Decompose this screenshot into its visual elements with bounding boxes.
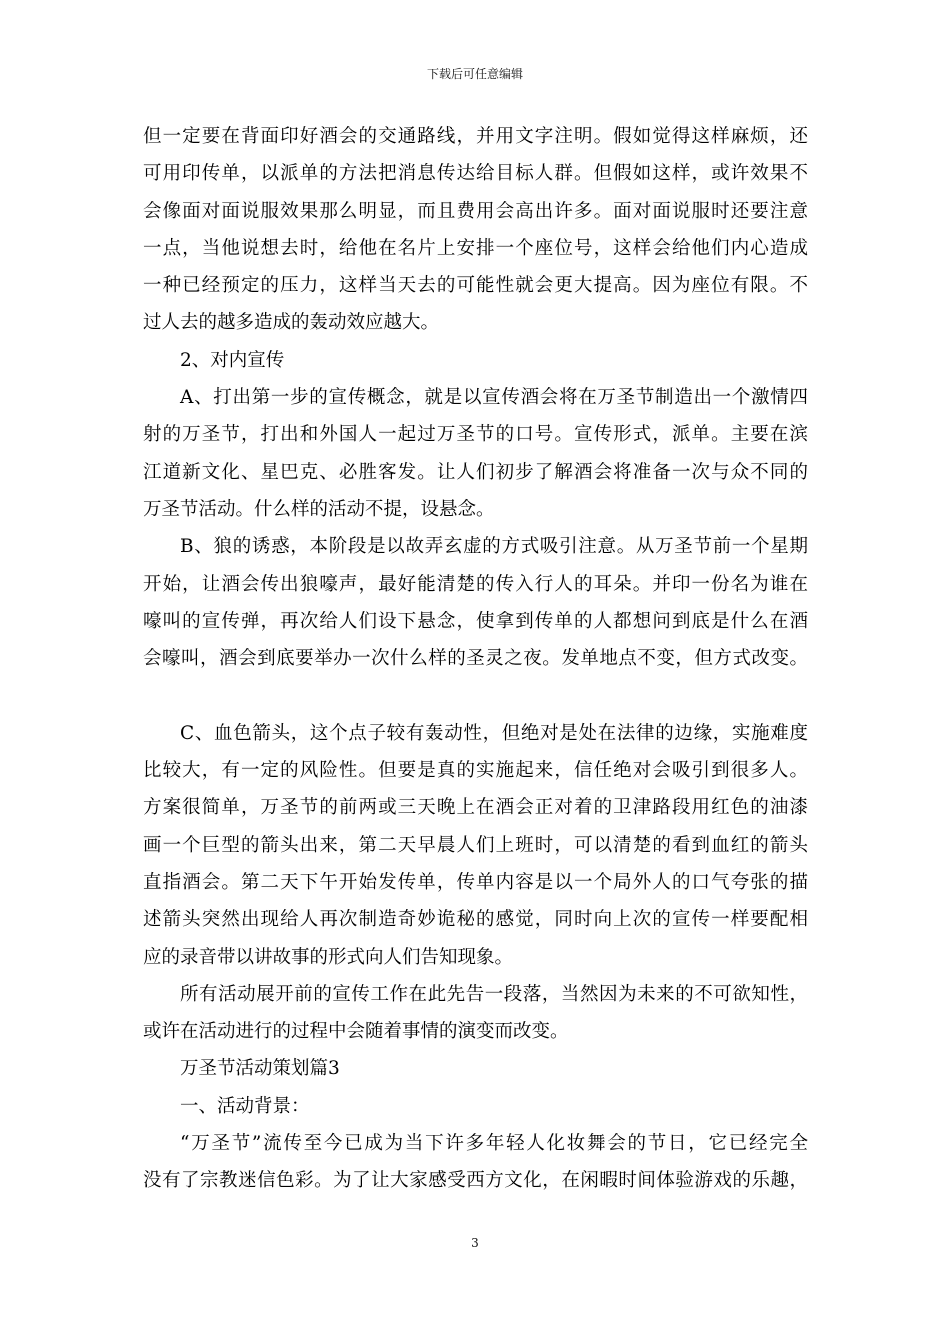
text-line: 嚎叫的宣传弹，再次给人们设下悬念，使拿到传单的人都想问到底是什么在酒: [143, 610, 808, 632]
text-line: 江道新文化、星巴克、必胜客发。让人们初步了解酒会将准备一次与众不同的: [143, 461, 808, 483]
paragraph-gap: [143, 677, 808, 714]
text-line: C、血色箭头，这个点子较有轰动性，但绝对是处在法律的边缘，实施难度: [180, 722, 808, 744]
section-heading: 2、对内宣传: [180, 349, 285, 371]
text-line: 画一个巨型的箭头出来，第二天早晨人们上班时，可以清楚的看到血红的箭头: [143, 834, 808, 856]
text-line: 但一定要在背面印好酒会的交通路线，并用文字注明。假如觉得这样麻烦，还: [143, 126, 808, 147]
section-heading: 一、活动背景：: [180, 1095, 310, 1117]
text-line: 没有了宗教迷信色彩。为了让大家感受西方文化，在闲暇时间体验游戏的乐趣，: [143, 1170, 808, 1192]
text-line: B、狼的诱惑，本阶段是以故弄玄虚的方式吸引注意。从万圣节前一个星期: [180, 536, 808, 558]
text-line: 述箭头突然出现给人再次制造奇妙诡秘的感觉，同时向上次的宣传一样要配相: [143, 909, 808, 931]
text-line: 万圣节活动。什么样的活动不提，设悬念。: [143, 498, 495, 520]
text-line: 一点，当他说想去时，给他在名片上安排一个座位号，这样会给他们内心造成: [143, 237, 808, 259]
text-line: 直指酒会。第二天下午开始发传单，传单内容是以一个局外人的口气夸张的描: [143, 871, 808, 893]
text-line: 会嚎叫，酒会到底要举办一次什么样的圣灵之夜。发单地点不变，但方式改变。: [143, 648, 808, 670]
text-line: 方案很简单，万圣节的前两或三天晚上在酒会正对着的卫津路段用红色的油漆: [143, 797, 808, 819]
body-text: [143, 118, 808, 1200]
page-header: 下载后可任意编辑: [426, 67, 523, 81]
text-line: 应的录音带以讲故事的形式向人们告知现象。: [143, 946, 514, 968]
text-line: 一种已经预定的压力，这样当天去的可能性就会更大提高。因为座位有限。不: [143, 275, 808, 297]
text-line: 可用印传单，以派单的方法把消息传达给目标人群。但假如这样，或许效果不: [143, 163, 808, 185]
text-line: 射的万圣节，打出和外国人一起过万圣节的口号。宣传形式，派单。主要在滨: [143, 424, 808, 446]
text-line: “万圣节”流传至今已成为当下许多年轻人化妆舞会的节日，它已经完全: [180, 1133, 808, 1155]
text-line: 开始，让酒会传出狼嚎声，最好能清楚的传入行人的耳朵。并印一份名为谁在: [143, 573, 808, 595]
text-line: 比较大，有一定的风险性。但要是真的实施起来，信任绝对会吸引到很多人。: [143, 760, 808, 782]
text-line: 会像面对面说服效果那么明显，而且费用会高出许多。面对面说服时还要注意: [143, 200, 808, 222]
page-number: 3: [471, 1236, 479, 1250]
text-line: 所有活动展开前的宣传工作在此先告一段落，当然因为未来的不可欲知性，: [180, 983, 808, 1005]
text-line: 过人去的越多造成的轰动效应越大。: [143, 312, 440, 334]
section-heading: 万圣节活动策划篇3: [180, 1058, 340, 1080]
text-line: 或许在活动进行的过程中会随着事情的演变而改变。: [143, 1021, 569, 1043]
text-line: A、打出第一步的宣传概念，就是以宣传酒会将在万圣节制造出一个激情四: [180, 387, 808, 409]
